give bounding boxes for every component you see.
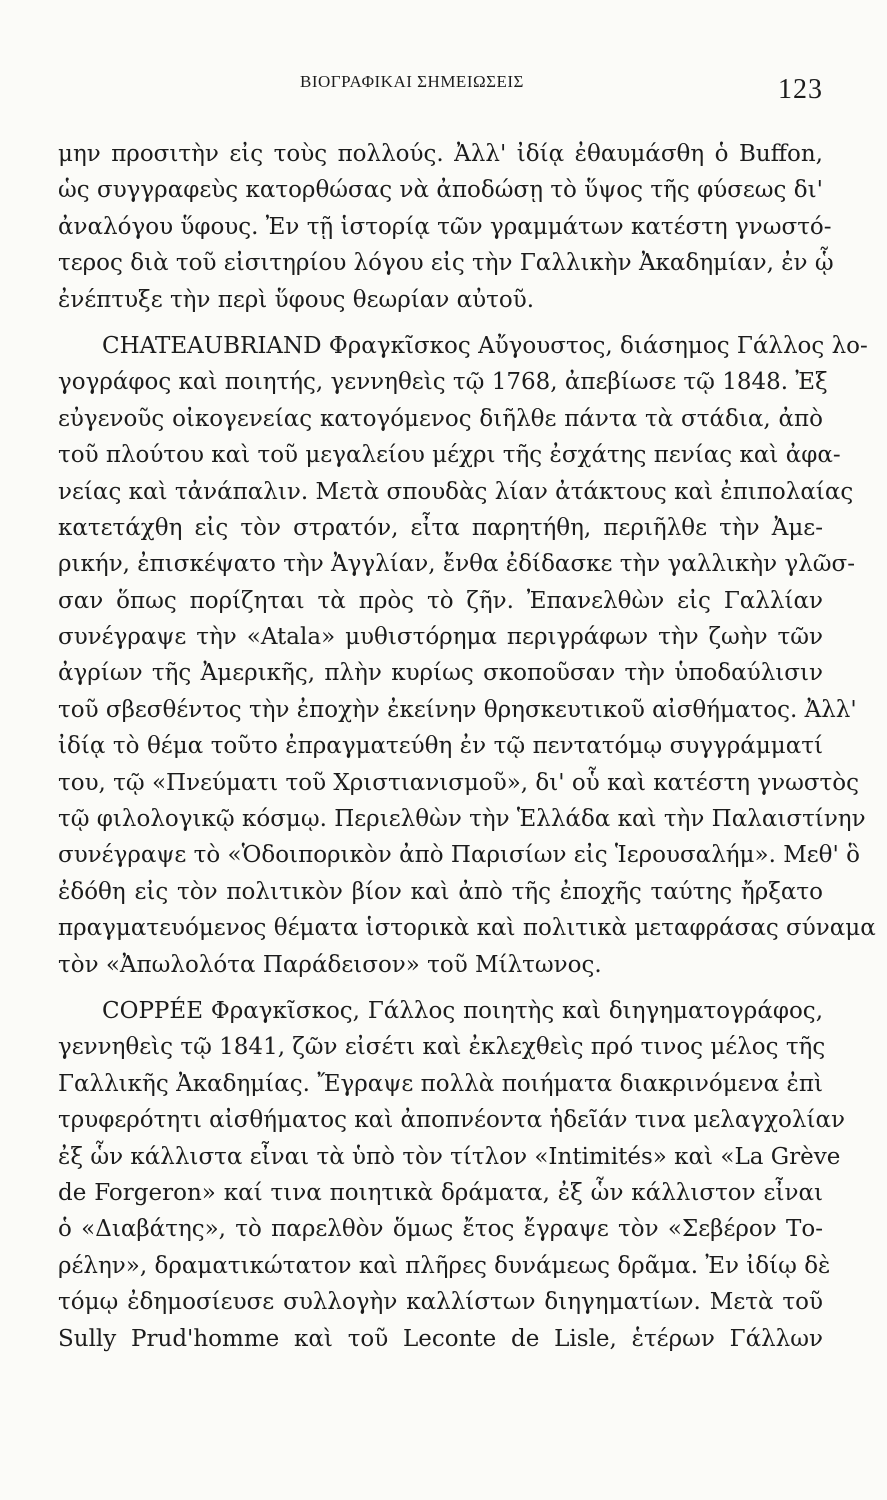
text-line: ἐνέπτυξε τὴν περὶ ὕφους θεωρίαν αὐτοῦ. (58, 286, 535, 313)
text-line: κατετάχθη εἰς τὸν στρατόν, εἶτα παρητήθη, περιῆλθε τὴν Ἀμε- (58, 514, 823, 541)
text-line: τὸν «Ἀπωλολότα Παράδεισον» τοῦ Μίλτωνος. (58, 951, 602, 978)
text-line: τρυφερότητι αἰσθήματος καὶ ἀποπνέοντα ἡδεῖάν τινα μελαγχολίαν (58, 1107, 845, 1134)
text-line: ὡς συγγραφεὺς κατορθώσας νὰ ἀποδώσῃ τὸ ὕψος τῆς φύσεως δι' (58, 177, 823, 204)
text-line: μην προσιτὴν εἰς τοὺς πολλούς. Ἀλλ' ἰδίᾳ ἐθαυμάσθη ὁ Buffon, (58, 141, 823, 167)
text-line: ἰδίᾳ τὸ θέμα τοῦτο ἐπραγματεύθη ἐν τῷ πεντατόμῳ συγγράμματί (58, 733, 823, 760)
text-line: νείας καὶ τἀνάπαλιν. Μετὰ σπουδὰς λίαν ἀτάκτους καὶ ἐπιπολαίας (58, 478, 854, 505)
text-line: ἀγρίων τῆς Ἀμερικῆς, πλὴν κυρίως σκοποῦσαν τὴν ὑποδαύλισιν (58, 660, 823, 687)
text-line: τοῦ πλούτου καὶ τοῦ μεγαλείου μέχρι τῆς ἐσχάτης πενίας καὶ ἀφα- (58, 442, 841, 469)
text-line: ρικήν, ἐπισκέψατο τὴν Ἀγγλίαν, ἔνθα ἐδίδασκε τὴν γαλλικὴν γλῶσ- (58, 551, 855, 578)
paragraph-buffon-continuation (58, 136, 834, 318)
running-title: ΒΙΟΓΡΑΦΙΚΑΙ ΣΗΜΕΙΩΣΕΙΣ (300, 72, 524, 91)
text-line: του, τῷ «Πνεύματι τοῦ Χριστιανισμοῦ», δι' οὗ καὶ κατέστη γνωστὸς (58, 769, 860, 796)
text-line: ρέλην», δραματικώτατον καὶ πλῆρες δυνάμεως δρᾶμα. Ἐν ἰδίῳ δὲ (58, 1252, 831, 1279)
paragraph-chateaubriand (58, 328, 876, 983)
text-line: ὁ «Διαβάτης», τὸ παρελθὸν ὅμως ἔτος ἔγραψε τὸν «Σεβέρον Το- (58, 1216, 823, 1243)
text-line: CHATEAUBRIAND Φραγκῖσκος Αὔγουστος, διάσημος Γάλλος λο- (102, 332, 868, 359)
text-line: πραγματευόμενος θέματα ἱστορικὰ καὶ πολιτικὰ μεταφράσας σύναμα (58, 915, 876, 942)
text-line: Γαλλικῆς Ἀκαδημίας. Ἔγραψε πολλὰ ποιήματα διακρινόμενα ἐπὶ (58, 1070, 823, 1097)
text-line: τερος διὰ τοῦ εἰσιτηρίου λόγου εἰς τὴν Γαλλικὴν Ἀκαδημίαν, ἐν ᾧ (58, 250, 834, 277)
text-line: γεννηθεὶς τῷ 1841, ζῶν εἰσέτι καὶ ἐκλεχθεὶς πρό τινος μέλος τῆς (58, 1034, 826, 1061)
text-line: τῷ φιλολογικῷ κόσμῳ. Περιελθὼν τὴν Ἑλλάδα καὶ τὴν Παλαιστίνην (58, 806, 866, 833)
text-line: ἐδόθη εἰς τὸν πολιτικὸν βίον καὶ ἀπὸ τῆς ἐποχῆς ταύτης ἤρξατο (58, 878, 823, 905)
text-line: γογράφος καὶ ποιητής, γεννηθεὶς τῷ 1768, ἀπεβίωσε τῷ 1848. Ἐξ (58, 369, 828, 396)
text-line: εὐγενοῦς οἰκογενείας κατογόμενος διῆλθε πάντα τὰ στάδια, ἀπὸ (58, 405, 823, 432)
text-line: Sully Prud'homme καὶ τοῦ Leconte de Lisle, ἑτέρων Γάλλων (58, 1325, 823, 1352)
text-line: ἀναλόγου ὕφους. Ἐν τῇ ἱστορίᾳ τῶν γραμμάτων κατέστη γνωστό- (58, 213, 832, 240)
text-line: σαν ὅπως πορίζηται τὰ πρὸς τὸ ζῆν. Ἐπανελθὼν εἰς Γαλλίαν (58, 587, 823, 614)
text-line: συνέγραψε τὴν «Atala» μυθιστόρημα περιγράφων τὴν ζωὴν τῶν (58, 624, 823, 651)
page-number: 123 (778, 74, 823, 105)
text-line: ἐξ ὧν κάλλιστα εἶναι τὰ ὑπὸ τὸν τίτλον «Intimités» καὶ «La Grève (58, 1143, 841, 1170)
body-text (58, 136, 876, 1357)
text-line: συνέγραψε τὸ «Ὁδοιπορικὸν ἀπὸ Παρισίων εἰς Ἱερουσαλήμ». Μεθ' ὃ (58, 842, 860, 869)
text-line: de Forgeron» καί τινα ποιητικὰ δράματα, ἐξ ὧν κάλλιστον εἶναι (58, 1179, 823, 1206)
text-line: τόμῳ ἐδημοσίευσε συλλογὴν καλλίστων διηγηματίων. Μετὰ τοῦ (58, 1289, 823, 1316)
text-line: COPPÉE Φραγκῖσκος, Γάλλος ποιητὴς καὶ διηγηματογράφος, (102, 997, 823, 1024)
paragraph-coppee (58, 993, 845, 1357)
text-line: τοῦ σβεσθέντος τὴν ἐποχὴν ἐκείνην θρησκευτικοῦ αἰσθήματος. Ἀλλ' (58, 696, 857, 723)
